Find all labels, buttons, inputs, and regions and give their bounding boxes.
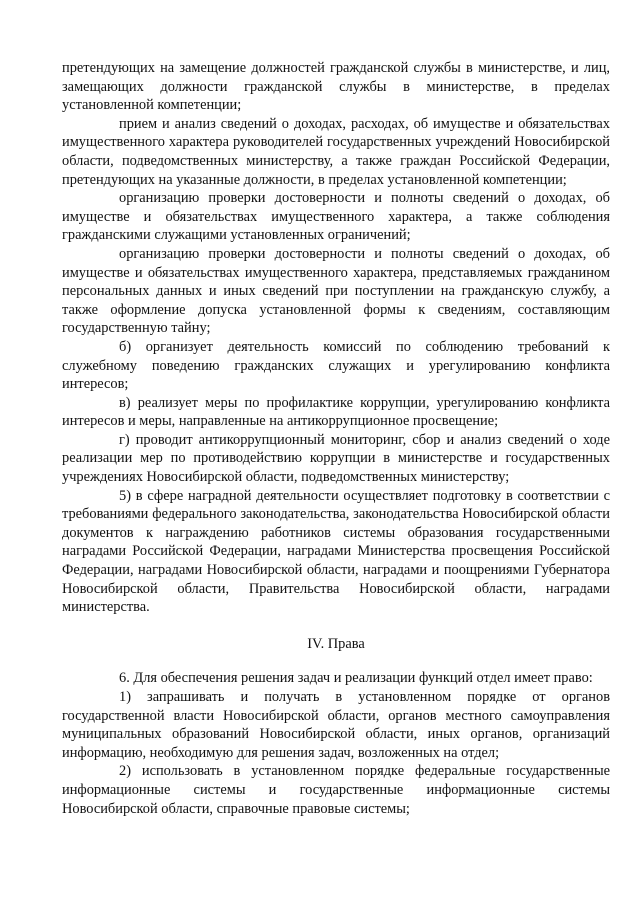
paragraphs-bottom	[62, 669, 610, 818]
paragraph: прием и анализ сведений о доходах, расходах, об имуществе и обязательствах имущественного характера руководителей государственных учреждений Новосибирской области, подведомственных министерству, а также граждан Российской Федерации, претендующих на указанные должности, в пределах установленной компетенции;	[62, 115, 610, 188]
paragraph: в) реализует меры по профилактике коррупции, урегулированию конфликта интересов и меры, направленные на антикоррупционное просвещение;	[62, 394, 610, 430]
paragraph: 6. Для обеспечения решения задач и реализации функций отдел имеет право:	[119, 670, 593, 687]
paragraph: претендующих на замещение должностей гражданской службы в министерстве, и лиц, замещающих должности гражданской службы в министерстве, в пределах установленной компетенции;	[62, 60, 610, 114]
paragraph: организацию проверки достоверности и полноты сведений о доходах, об имуществе и обязательствах имущественного характера, представляемых гражданином персональных данных и иных сведений при поступлении на гражданскую службу, а также оформление допуска установленной формы к сведениям, составляющим государственную тайну;	[62, 245, 610, 337]
paragraph: 5) в сфере наградной деятельности осуществляет подготовку в соответствии с требованиями федерального законодательства, законодательства Новосибирской области документов к награждению работников системы образования государственными наградами Российской Федерации, наградами Министерства просвещения Российской Федерации, наградами Новосибирской области, наградами и поощрениями Губернатора Новосибирской области, Правительства Новосибирской области, наградами министерства.	[62, 487, 610, 616]
paragraph: организацию проверки достоверности и полноты сведений о доходах, об имуществе и обязательствах имущественного характера, а также соблюдения гражданскими служащими установленных ограничений;	[62, 190, 610, 244]
paragraph: г) проводит антикоррупционный мониторинг, сбор и анализ сведений о ходе реализации мер по противодействию коррупции в министерстве и государственных учреждениях Новосибирской области, подведомственных министерству;	[62, 431, 610, 486]
paragraph: б) организует деятельность комиссий по соблюдению требований к служебному поведению гражданских служащих и урегулированию конфликта интересов;	[62, 338, 610, 393]
document-page	[62, 59, 610, 818]
paragraphs-top	[62, 59, 610, 617]
section-heading: IV. Права	[307, 635, 365, 652]
paragraph: 2) использовать в установленном порядке федеральные государственные информационные системы и государственные информационные системы Новосибирской области, справочные правовые системы;	[62, 763, 610, 817]
paragraph: 1) запрашивать и получать в установленном порядке от органов государственной власти Новосибирской области, органов местного самоуправления муниципальных образований Новосибирской области, иных органов, организаций информацию, необходимую для решения задач, возложенных на отдел;	[62, 689, 610, 761]
